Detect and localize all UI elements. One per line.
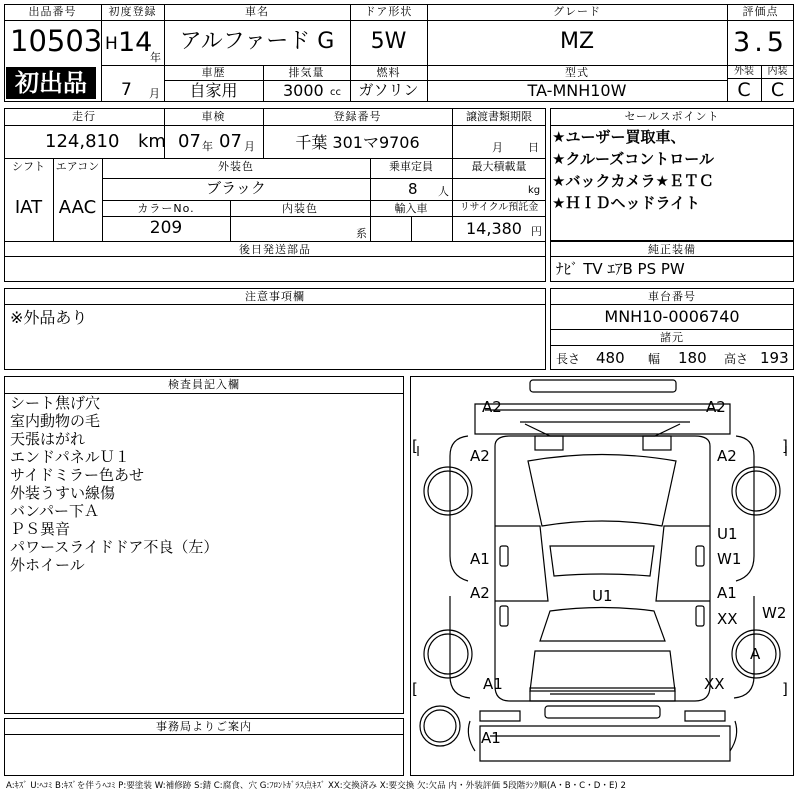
dimensions-label: 諸元: [660, 331, 684, 344]
damage-mark: A2: [482, 398, 502, 416]
displacement-unit: cc: [330, 87, 341, 98]
displacement-value: 3000: [283, 81, 324, 100]
mileage-value: 124,810: [45, 131, 120, 152]
load-unit: kg: [528, 185, 541, 196]
first-listing-text: 初出品: [15, 69, 87, 97]
inspector-item: 室内動物の毛: [10, 412, 101, 430]
damage-mark: A2: [470, 447, 490, 465]
bracket-right-top: ]: [782, 437, 788, 455]
plate-value: 千葉 301マ9706: [295, 133, 420, 152]
inspector-item: 外装うすい線傷: [10, 484, 116, 502]
first-reg-label: 初度登録: [108, 5, 157, 18]
later-parts-label: 後日発送部品: [239, 243, 311, 256]
inspector-item: サイドミラー色あせ: [10, 466, 144, 484]
transfer-month-unit: 月: [492, 141, 503, 154]
length-label: 長さ: [556, 352, 581, 366]
damage-mark: XX: [704, 675, 725, 693]
model-name: アルファード G: [179, 29, 335, 54]
width-label: 幅: [648, 352, 661, 366]
equipment-label: 純正装備: [648, 243, 696, 256]
type-value: TA-MNH10W: [527, 81, 627, 100]
ac-label: エアコン: [55, 160, 100, 173]
recycle-value: 14,380: [466, 219, 522, 238]
door-label: ドア形状: [364, 5, 413, 18]
chassis-number: MNH10-0006740: [604, 307, 740, 326]
height-value: 193: [760, 349, 789, 367]
equipment-value: ﾅﾋﾞ TV ｴｱB PS PW: [556, 260, 685, 278]
lot-number: 10503: [10, 24, 103, 58]
ac-value: AAC: [58, 197, 97, 218]
bracket-left-top: [: [412, 437, 418, 455]
inspector-item: ＰＳ異音: [10, 520, 71, 538]
history-value: 自家用: [189, 81, 238, 100]
recycle-label: リサイクル預託金: [459, 202, 539, 213]
damage-mark: U1: [717, 525, 738, 543]
inspector-item: シート焦げ穴: [10, 394, 101, 412]
recycle-unit: 円: [531, 225, 542, 238]
car-diagram: [410, 376, 794, 776]
damage-mark: A1: [717, 584, 737, 602]
sales-points-label: セールスポイント: [624, 110, 720, 123]
bracket-right-bottom: ]: [782, 680, 788, 698]
score-label: 評価点: [742, 5, 779, 18]
height-label: 高さ: [724, 352, 749, 366]
history-label: 車歴: [201, 66, 226, 79]
shift-label: シフト: [12, 160, 45, 173]
colorno-label: カラーNo.: [137, 202, 195, 215]
color-value: ブラック: [206, 179, 266, 197]
door-value: 5W: [370, 29, 407, 54]
inspector-list: [10, 396, 400, 576]
interior-color-unit: 系: [356, 227, 367, 240]
inspector-item: バンパー下Ａ: [10, 502, 99, 520]
interior-label: 内装: [767, 66, 788, 77]
transfer-day-unit: 日: [528, 141, 539, 154]
sales-points-list: [552, 130, 792, 218]
damage-mark: W1: [717, 550, 742, 568]
inspection-label: 車検: [201, 110, 226, 123]
exterior-grade: C: [737, 79, 751, 101]
office-label: 事務局よりご案内: [156, 720, 252, 733]
damage-mark: XX: [717, 610, 738, 628]
inspection-year: 07: [178, 131, 201, 152]
interior-color-label: 内装色: [282, 202, 318, 215]
mileage-unit: km: [138, 131, 166, 152]
damage-mark: W2: [762, 604, 787, 622]
damage-mark: A2: [706, 398, 726, 416]
import-label: 輸入車: [394, 202, 428, 215]
inspector-item: パワースライドドア不良（左）: [10, 538, 219, 556]
reg-month: 7: [121, 80, 132, 100]
inspection-month: 07: [219, 131, 242, 152]
load-label: 最大積載量: [471, 160, 527, 173]
shift-value: IAT: [14, 197, 43, 218]
capacity-unit: 人: [438, 185, 449, 198]
colorno-value: 209: [149, 218, 183, 238]
color-label: 外装色: [218, 160, 254, 173]
length-value: 480: [596, 349, 625, 367]
damage-mark: U1: [592, 587, 613, 605]
notes-value: ※外品あり: [10, 308, 88, 327]
chassis-label: 車台番号: [648, 290, 696, 303]
bracket-left-bottom: [: [412, 680, 418, 698]
reg-year-unit: 年: [150, 51, 161, 64]
inspector-item: 外ホイール: [10, 556, 85, 574]
inspection-month-unit: 月: [244, 140, 255, 153]
reg-year: 14: [118, 27, 153, 58]
inspector-item: 天張はがれ: [10, 430, 86, 448]
era: H: [105, 34, 118, 54]
grade-label: グレード: [553, 5, 601, 18]
displacement-label: 排気量: [288, 66, 325, 79]
notes-label: 注意事項欄: [245, 290, 305, 303]
plate-label: 登録番号: [333, 110, 382, 123]
transfer-label: 譲渡書類期限: [466, 110, 532, 123]
damage-mark: A1: [470, 550, 490, 568]
model-label: 車名: [245, 5, 269, 18]
reg-month-unit: 月: [149, 87, 160, 100]
damage-mark: A2: [717, 447, 737, 465]
sales-point-item: ★バックカメラ★ＥＴＣ: [552, 172, 714, 190]
sales-point-item: ★クルーズコントロール: [552, 150, 714, 168]
mileage-label: 走行: [72, 110, 96, 123]
inspector-item: エンドパネルＵ１: [10, 448, 130, 466]
legend: A:ｷｽﾞ U:ﾍｺﾐ B:ｷｽﾞを伴うﾍｺﾐ P:要塗装 W:補修跡 S:錆 C:腐食、穴 G:ﾌﾛﾝﾄｶﾞﾗｽ点ｷｽﾞ XX:交換済み X:要交換 欠:欠品 内・外装評価 5段階ﾗﾝｸ順(A・B・C・D・E) 2: [6, 781, 626, 791]
inspector-label: 検査員記入欄: [168, 378, 240, 391]
lot-number-label: 出品番号: [28, 5, 77, 18]
interior-grade: C: [770, 79, 785, 101]
damage-mark: A1: [483, 675, 503, 693]
damage-mark: A2: [470, 584, 490, 602]
sales-point-item: ★ユーザー買取車、: [552, 128, 686, 146]
capacity-value: 8: [408, 180, 418, 198]
damage-mark: A: [750, 645, 761, 663]
fuel-value: ガソリン: [358, 81, 419, 99]
inspection-year-unit: 年: [202, 140, 213, 153]
capacity-label: 乗車定員: [389, 160, 433, 173]
width-value: 180: [678, 349, 707, 367]
score-value: 3.5: [733, 27, 788, 58]
grade-value: MZ: [559, 29, 595, 54]
type-label: 型式: [565, 66, 589, 79]
damage-mark: A1: [481, 729, 501, 747]
fuel-label: 燃料: [376, 66, 401, 79]
exterior-label: 外装: [734, 66, 754, 77]
sales-point-item: ★ＨＩＤヘッドライト: [552, 194, 700, 212]
